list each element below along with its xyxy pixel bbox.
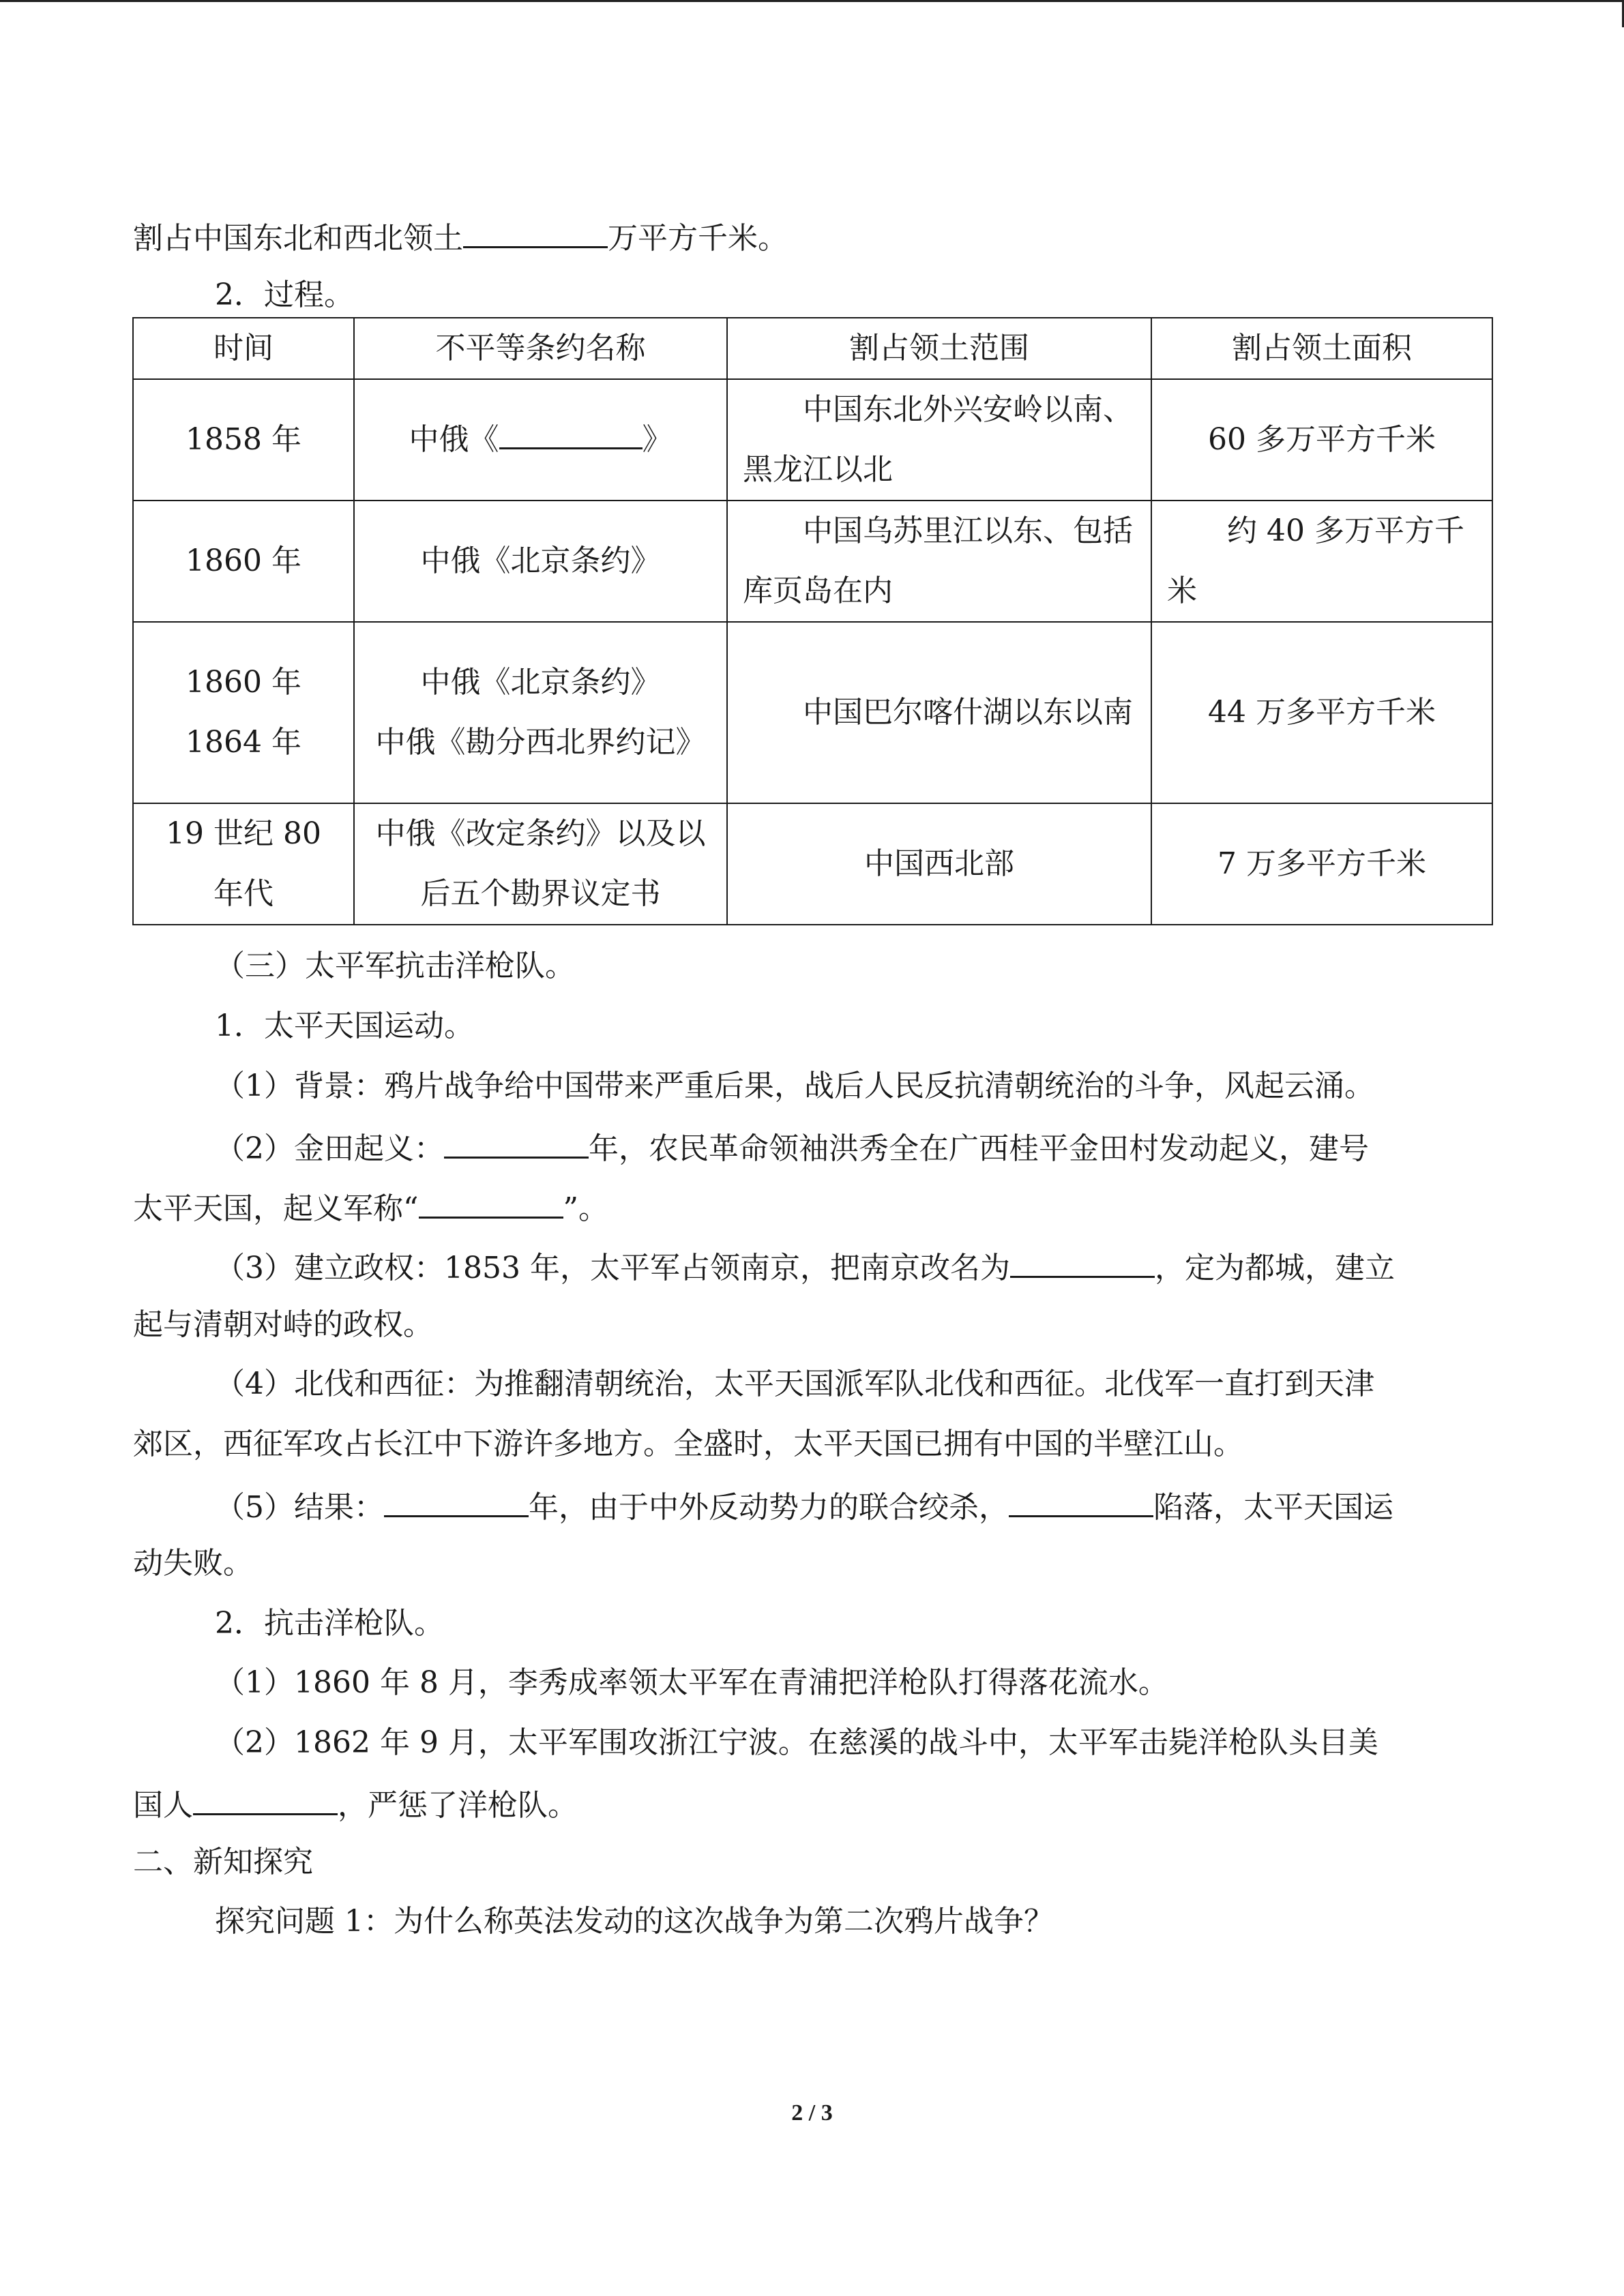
- cell-treaty: [354, 379, 727, 501]
- treaty-prefix: 中俄《: [409, 422, 499, 457]
- treaty-line: 中俄《北京条约》: [420, 665, 661, 700]
- part2-heading: 二、新知探究: [133, 1845, 313, 1879]
- regime-line: [215, 1244, 1395, 1289]
- result-text: 年，由于中外反动势力的联合绞杀，: [529, 1490, 1009, 1525]
- cell-area: 60 多万平方千米: [1151, 379, 1492, 501]
- treaty-line: 中俄《勘分西北界约记》: [375, 725, 706, 760]
- jintian-label: （2）金田起义：: [215, 1131, 444, 1166]
- regime-text-2: ，定为都城，建立: [1154, 1251, 1395, 1285]
- fight-line-1: （1）1860 年 8 月，李秀成率领太平军在青浦把洋枪队打得落花流水。: [215, 1665, 1168, 1700]
- background-line: （1）背景：鸦片战争给中国带来严重后果，战后人民反抗清朝统治的斗争，风起云涌。: [215, 1069, 1374, 1103]
- cell-time: 1860 年: [133, 501, 354, 622]
- cell-area: 44 万多平方千米: [1151, 622, 1492, 803]
- regime-text: （3）建立政权：1853 年，太平军占领南京，把南京改名为: [215, 1251, 1010, 1285]
- jintian-line-2: [133, 1185, 608, 1229]
- answer-blank[interactable]: [1009, 1484, 1153, 1517]
- cell-area: 7 万多平方千米: [1151, 803, 1492, 925]
- page-top-border: [0, 0, 1624, 2]
- answer-blank[interactable]: [193, 1782, 338, 1815]
- header-area: 割占领土面积: [1151, 318, 1492, 379]
- result-text-2: 陷落，太平天国运: [1153, 1490, 1393, 1525]
- intro-line: [133, 215, 788, 259]
- table-row: [133, 622, 1492, 803]
- result-line-2: 动失败。: [133, 1546, 253, 1581]
- header-treaty: 不平等条约名称: [354, 318, 727, 379]
- cell-time: 19 世纪 80 年代: [133, 803, 354, 925]
- table-row: [133, 501, 1492, 622]
- fight-text: 国人: [133, 1788, 193, 1823]
- treaty-suffix: 》: [642, 422, 673, 457]
- intro-text: 割占中国东北和西北领土: [133, 221, 463, 256]
- cell-treaty: [354, 622, 727, 803]
- cell-scope: 中国巴尔喀什湖以东以南: [727, 622, 1151, 803]
- answer-blank[interactable]: [419, 1185, 563, 1219]
- treaty-table: [132, 317, 1493, 925]
- time-line: 1864 年: [186, 725, 301, 760]
- cell-area: 约 40 多万平方千米: [1151, 501, 1492, 622]
- jintian-end: ”。: [563, 1191, 608, 1226]
- answer-blank[interactable]: [444, 1125, 589, 1159]
- north-line: （4）北伐和西征：为推翻清朝统治，太平天国派军队北伐和西征。北伐军一直打到天津: [215, 1367, 1374, 1401]
- table-header-row: [133, 318, 1492, 379]
- fight-line-2: （2）1862 年 9 月，太平军围攻浙江宁波。在慈溪的战斗中，太平军击毙洋枪队头目美: [215, 1725, 1378, 1760]
- header-scope: 割占领土范围: [727, 318, 1151, 379]
- cell-time: 1858 年: [133, 379, 354, 501]
- result-line: [215, 1484, 1393, 1528]
- jintian-text-2: 太平天国，起义军称“: [133, 1191, 419, 1226]
- answer-blank[interactable]: [1010, 1244, 1155, 1278]
- cell-scope: 中国乌苏里江以东、包括库页岛在内: [727, 501, 1151, 622]
- cell-time: [133, 622, 354, 803]
- answer-blank[interactable]: [463, 215, 608, 248]
- time-line: 1860 年: [186, 665, 301, 700]
- section3-sub1: 1．太平天国运动。: [215, 1009, 474, 1043]
- fight-text-2: ，严惩了洋枪队。: [338, 1788, 578, 1823]
- intro-unit: 万平方千米。: [608, 221, 788, 256]
- process-heading: 2．过程。: [215, 278, 354, 312]
- jintian-text: 年，农民革命领袖洪秀全在广西桂平金田村发动起义，建号: [589, 1131, 1369, 1166]
- cell-scope: 中国西北部: [727, 803, 1151, 925]
- north-line-2: 郊区，西征军攻占长江中下游许多地方。全盛时，太平天国已拥有中国的半壁江山。: [133, 1427, 1243, 1461]
- section3-heading: （三）太平军抗击洋枪队。: [215, 949, 575, 983]
- cell-treaty: 中俄《北京条约》: [354, 501, 727, 622]
- cell-scope: 中国东北外兴安岭以南、黑龙江以北: [727, 379, 1151, 501]
- result-label: （5）结果：: [215, 1490, 384, 1525]
- table-row: [133, 379, 1492, 501]
- page-number: 2 / 3: [791, 2100, 833, 2126]
- jintian-line: [215, 1125, 1369, 1169]
- answer-blank[interactable]: [384, 1484, 529, 1517]
- cell-treaty: 中俄《改定条约》以及以后五个勘界议定书: [354, 803, 727, 925]
- regime-line-2: 起与清朝对峙的政权。: [133, 1307, 433, 1342]
- question-1: 探究问题 1：为什么称英法发动的这次战争为第二次鸦片战争？: [215, 1904, 1054, 1939]
- fight-line-3: [133, 1782, 578, 1826]
- table-row: [133, 803, 1492, 925]
- section3-sub2: 2．抗击洋枪队。: [215, 1606, 444, 1641]
- treaty-blank[interactable]: [499, 416, 643, 449]
- header-time: 时间: [133, 318, 354, 379]
